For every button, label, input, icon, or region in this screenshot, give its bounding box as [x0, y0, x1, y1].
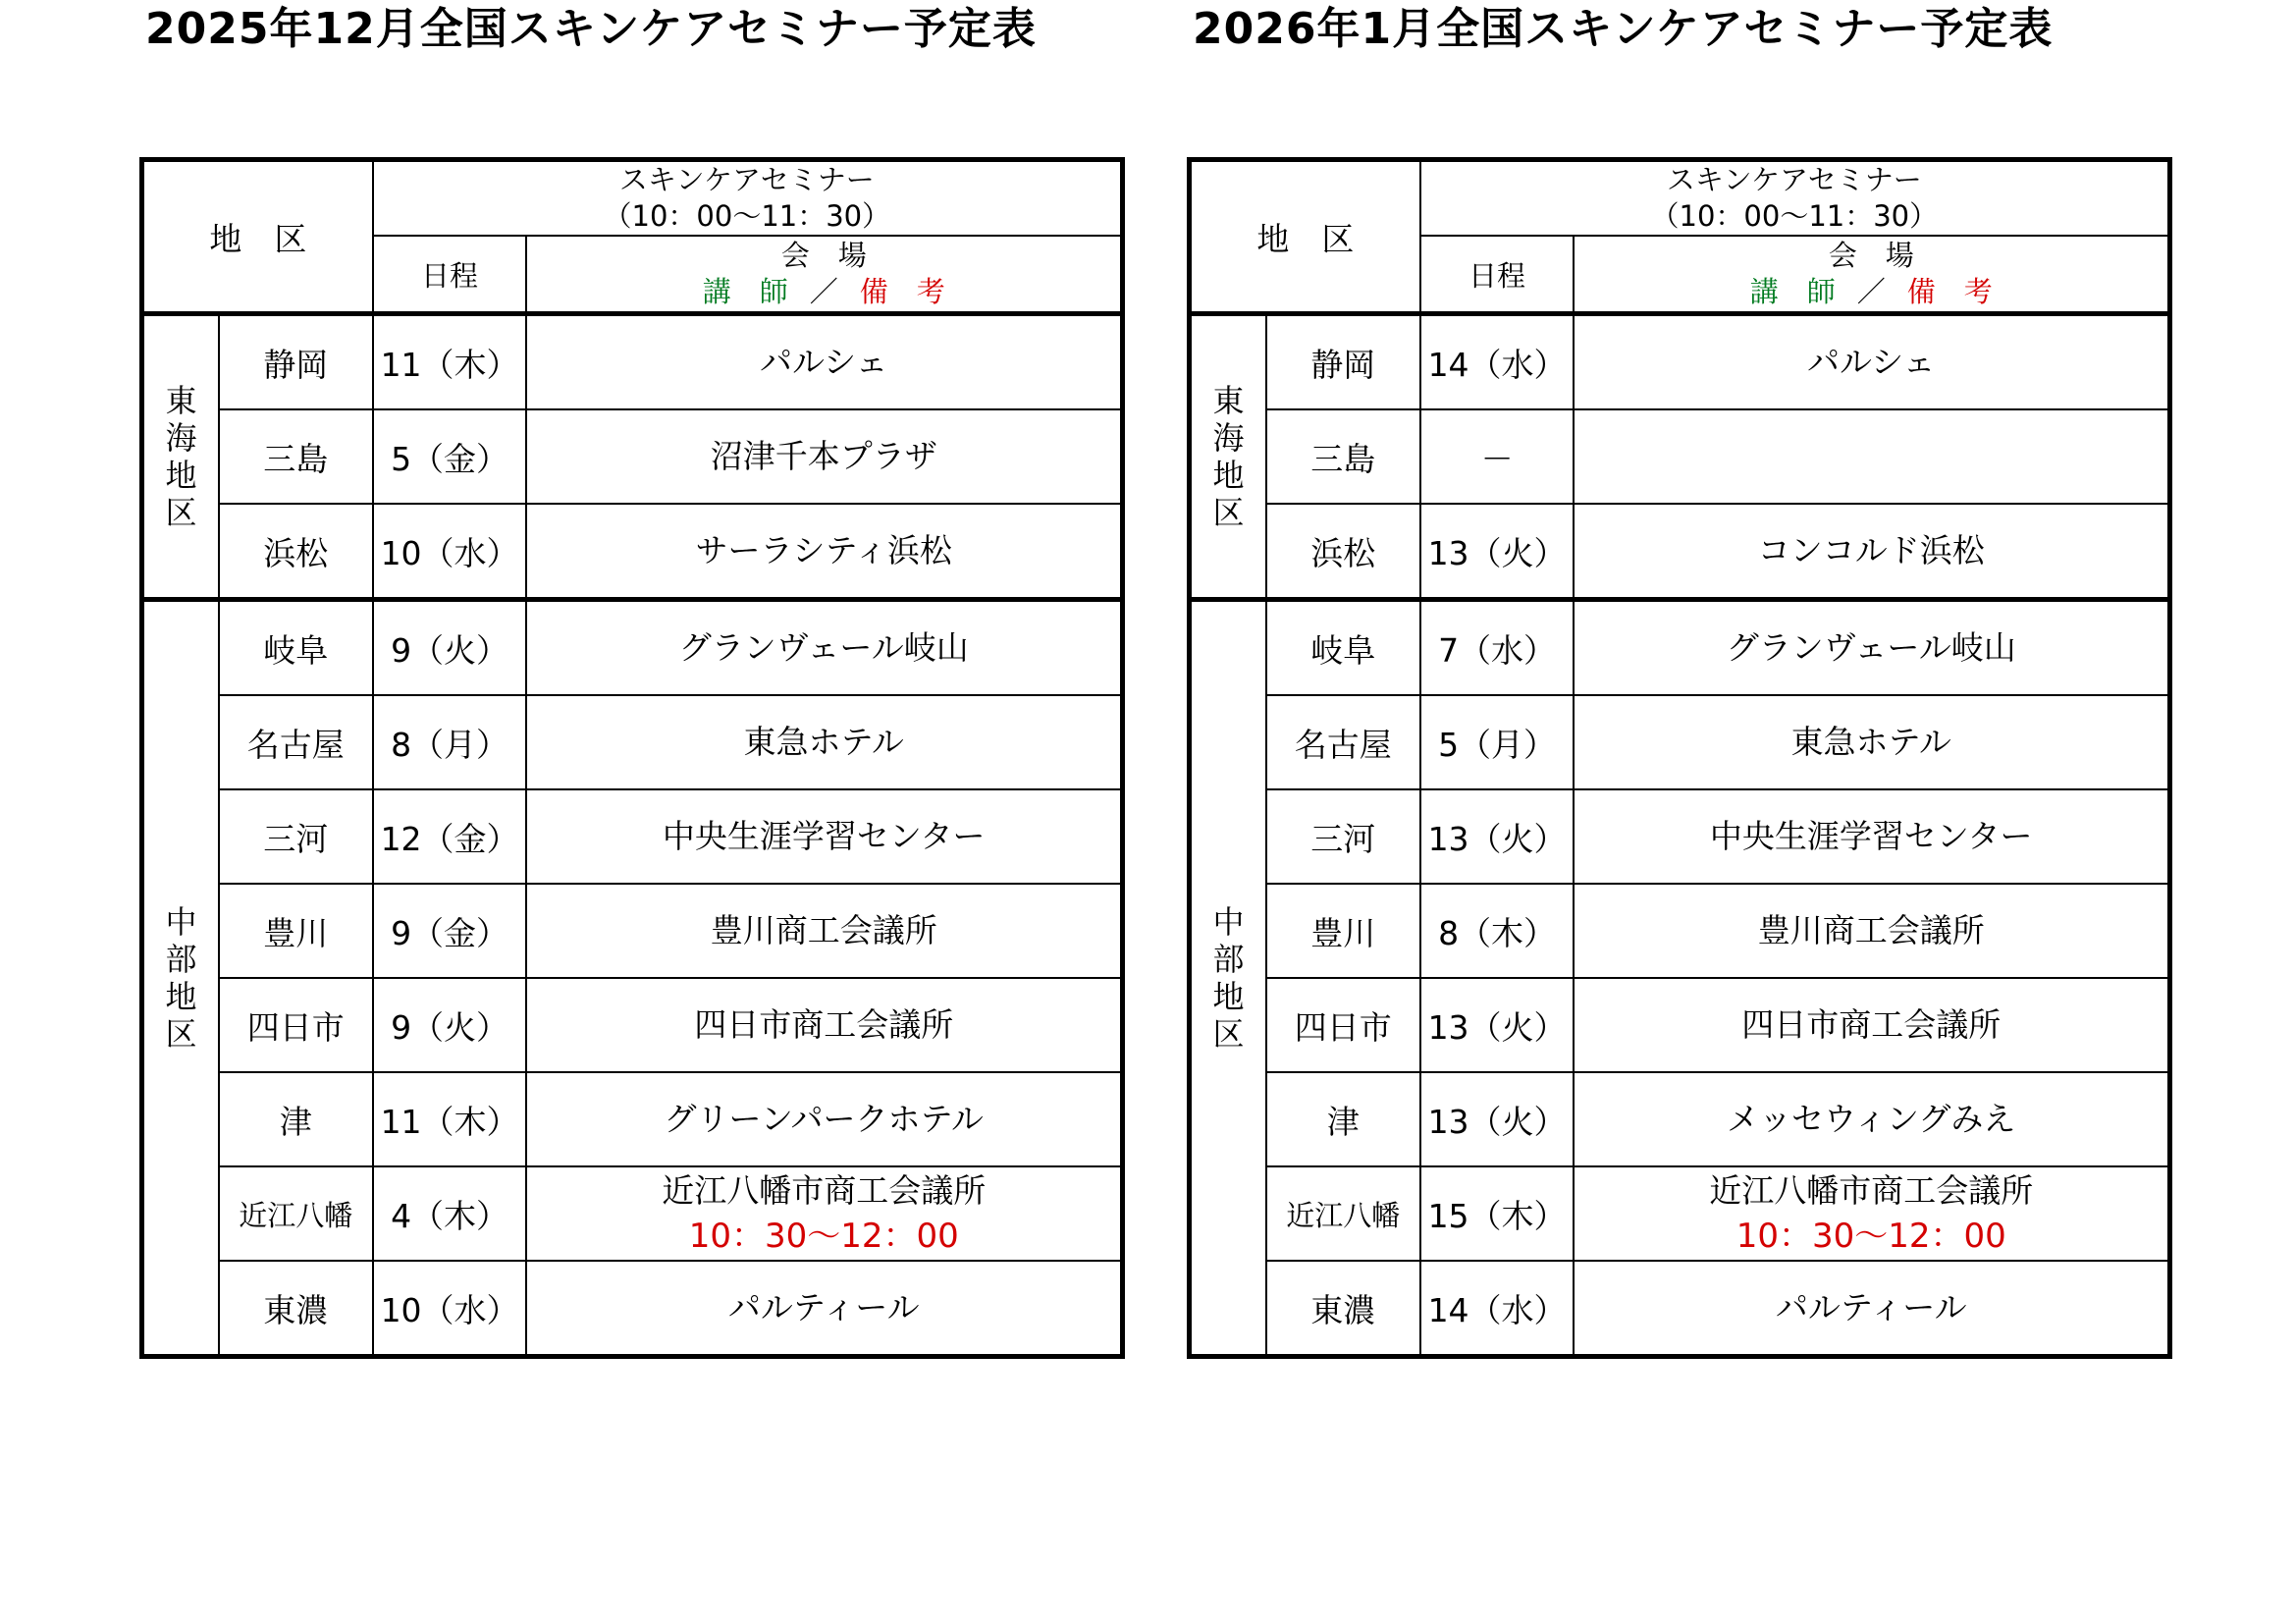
table-row [1190, 789, 2170, 884]
city-name: 浜松 [1266, 504, 1420, 600]
seminar-date: 10（水） [373, 1261, 527, 1357]
schedule-title: 2026年1月全国スキンケアセミナー予定表 [1193, 4, 2054, 54]
venue-cell [526, 1261, 1122, 1357]
header-lecturer-remarks [527, 274, 1120, 310]
region-char: 部 [165, 941, 197, 978]
header-date: 日程 [1420, 236, 1575, 314]
venue-name: コンコルド浜松 [1757, 531, 1985, 569]
region-name [1190, 314, 1266, 600]
city-name: 三島 [1266, 409, 1420, 504]
table-row [142, 884, 1123, 978]
city-name: 津 [219, 1072, 373, 1166]
city-name: 岐阜 [1266, 600, 1420, 696]
venue-name: サーラシティ浜松 [695, 531, 952, 569]
city-name: 名古屋 [219, 695, 373, 789]
city-name: 近江八幡 [1266, 1166, 1420, 1261]
region-char: 部 [1212, 941, 1245, 978]
city-name: 岐阜 [219, 600, 373, 696]
table-row [1190, 1261, 2170, 1357]
venue-name: 沼津千本プラザ [710, 437, 937, 475]
region-char: 中 [165, 903, 197, 941]
venue-cell [1574, 504, 2169, 600]
header-venue [1574, 236, 2169, 314]
region-char: 区 [165, 1015, 197, 1053]
seminar-date: 8（木） [1420, 884, 1575, 978]
table-row [142, 789, 1123, 884]
seminar-date: 14（水） [1420, 1261, 1575, 1357]
city-name: 静岡 [1266, 314, 1420, 410]
table-row [142, 314, 1123, 410]
venue-name: メッセウィングみえ [1727, 1100, 2016, 1138]
region-char: 海 [165, 419, 197, 457]
header-venue-label: 会 場 [1828, 239, 1914, 272]
seminar-date: 11（木） [373, 314, 527, 410]
seminar-date: 13（火） [1420, 789, 1575, 884]
city-name: 静岡 [219, 314, 373, 410]
venue-cell [526, 1072, 1122, 1166]
seminar-date: 5（金） [373, 409, 527, 504]
seminar-date: 9（金） [373, 884, 527, 978]
venue-cell [526, 789, 1122, 884]
venue-cell [526, 600, 1122, 696]
table-row [142, 1166, 1123, 1261]
venue-cell [1574, 789, 2169, 884]
city-name: 近江八幡 [219, 1166, 373, 1261]
region-char: 地 [165, 457, 197, 494]
seminar-date: 9（火） [373, 978, 527, 1072]
venue-cell [1574, 314, 2169, 410]
header-lecturer: 講 師 [1749, 275, 1836, 308]
region-name [142, 314, 219, 600]
seminar-date: 14（水） [1420, 314, 1575, 410]
venue-name: パルシェ [1806, 343, 1936, 381]
venue-name: 豊川商工会議所 [1757, 911, 1985, 949]
venue-cell [526, 695, 1122, 789]
venue-time-note: 10：30～12：00 [688, 1217, 959, 1256]
venue-cell [1574, 884, 2169, 978]
region-char: 区 [1212, 494, 1245, 531]
venue-name: 東急ホテル [1790, 723, 1951, 761]
city-name: 名古屋 [1266, 695, 1420, 789]
venue-name: 近江八幡市商工会議所 [1709, 1171, 2034, 1210]
venue-cell [526, 409, 1122, 504]
region-char: 地 [1212, 978, 1245, 1015]
venue-cell [526, 314, 1122, 410]
schedule-table [1187, 157, 2172, 1359]
schedule-title: 2025年12月全国スキンケアセミナー予定表 [145, 4, 1037, 54]
header-date: 日程 [373, 236, 527, 314]
venue-cell [1574, 600, 2169, 696]
venue-name: 豊川商工会議所 [710, 911, 937, 949]
header-slash: ／ [809, 275, 838, 308]
city-name: 四日市 [219, 978, 373, 1072]
table-row [1190, 600, 2170, 696]
venue-time-note: 10：30～12：00 [1735, 1217, 2006, 1256]
region-char: 海 [1212, 419, 1245, 457]
region-char: 中 [1212, 903, 1245, 941]
seminar-date: 10（水） [373, 504, 527, 600]
city-name: 三島 [219, 409, 373, 504]
venue-name: パルティール [1775, 1288, 1967, 1326]
venue-cell [1574, 1072, 2169, 1166]
venue-cell [526, 978, 1122, 1072]
region-char: 地 [165, 978, 197, 1015]
table-row [1190, 695, 2170, 789]
venue-cell [1574, 1166, 2169, 1261]
seminar-date: 8（月） [373, 695, 527, 789]
header-lecturer-remarks [1575, 274, 2167, 310]
table-row [1190, 409, 2170, 504]
table-row [1190, 1072, 2170, 1166]
region-char: 区 [1212, 1015, 1245, 1053]
venue-cell [526, 504, 1122, 600]
venue-cell [1574, 409, 2169, 504]
table-row [142, 600, 1123, 696]
venue-name: 中央生涯学習センター [1709, 817, 2033, 855]
seminar-date: － [1420, 409, 1575, 504]
venue-cell [1574, 1261, 2169, 1357]
city-name: 津 [1266, 1072, 1420, 1166]
header-seminar-label: スキンケアセミナー [618, 163, 875, 196]
venue-cell [526, 1166, 1122, 1261]
seminar-date: 13（火） [1420, 1072, 1575, 1166]
venue-name: 四日市商工会議所 [1741, 1005, 2002, 1044]
venue-name: 中央生涯学習センター [662, 817, 986, 855]
seminar-date: 15（木） [1420, 1166, 1575, 1261]
venue-cell [526, 884, 1122, 978]
region-name [142, 600, 219, 1357]
table-row [142, 1072, 1123, 1166]
header-seminar-time: （10：00～11：30） [603, 199, 891, 233]
seminar-date: 7（水） [1420, 600, 1575, 696]
venue-name: 近江八幡市商工会議所 [662, 1171, 987, 1210]
venue-cell [1574, 978, 2169, 1072]
city-name: 東濃 [1266, 1261, 1420, 1357]
seminar-date: 9（火） [373, 600, 527, 696]
venue-cell [1574, 695, 2169, 789]
region-char: 東 [165, 382, 197, 419]
seminar-date: 12（金） [373, 789, 527, 884]
table-row [142, 978, 1123, 1072]
seminar-date: 13（火） [1420, 978, 1575, 1072]
header-seminar-time: （10：00～11：30） [1650, 199, 1939, 233]
city-name: 東濃 [219, 1261, 373, 1357]
header-seminar-label: スキンケアセミナー [1666, 163, 1922, 196]
city-name: 四日市 [1266, 978, 1420, 1072]
city-name: 三河 [1266, 789, 1420, 884]
header-venue [526, 236, 1122, 314]
venue-name: グランヴェール岐山 [1726, 628, 2016, 667]
header-remarks: 備 考 [1906, 275, 1993, 308]
venue-name: グランヴェール岐山 [678, 628, 969, 667]
venue-name: グリーンパークホテル [664, 1100, 984, 1138]
region-char: 地 [1212, 457, 1245, 494]
seminar-date: 5（月） [1420, 695, 1575, 789]
city-name: 豊川 [1266, 884, 1420, 978]
city-name: 浜松 [219, 504, 373, 600]
table-row [1190, 1166, 2170, 1261]
schedule-table [139, 157, 1125, 1359]
venue-name: 四日市商工会議所 [694, 1005, 954, 1044]
venue-name: パルシェ [759, 343, 888, 381]
header-remarks: 備 考 [859, 275, 945, 308]
table-row [1190, 978, 2170, 1072]
header-seminar [1420, 160, 2170, 237]
region-name [1190, 600, 1266, 1357]
seminar-date: 13（火） [1420, 504, 1575, 600]
seminar-date: 4（木） [373, 1166, 527, 1261]
table-row [142, 1261, 1123, 1357]
header-region: 地 区 [142, 160, 373, 314]
header-region: 地 区 [1190, 160, 1420, 314]
venue-name: パルティール [727, 1288, 920, 1326]
table-row [142, 504, 1123, 600]
venue-name: 東急ホテル [743, 723, 904, 761]
header-slash: ／ [1856, 275, 1886, 308]
header-lecturer: 講 師 [702, 275, 788, 308]
table-row [142, 409, 1123, 504]
table-row [1190, 314, 2170, 410]
table-row [142, 695, 1123, 789]
city-name: 三河 [219, 789, 373, 884]
header-venue-label: 会 場 [780, 239, 867, 272]
city-name: 豊川 [219, 884, 373, 978]
table-row [1190, 504, 2170, 600]
region-char: 区 [165, 494, 197, 531]
header-seminar [373, 160, 1123, 237]
region-char: 東 [1212, 382, 1245, 419]
table-row [1190, 884, 2170, 978]
seminar-date: 11（木） [373, 1072, 527, 1166]
